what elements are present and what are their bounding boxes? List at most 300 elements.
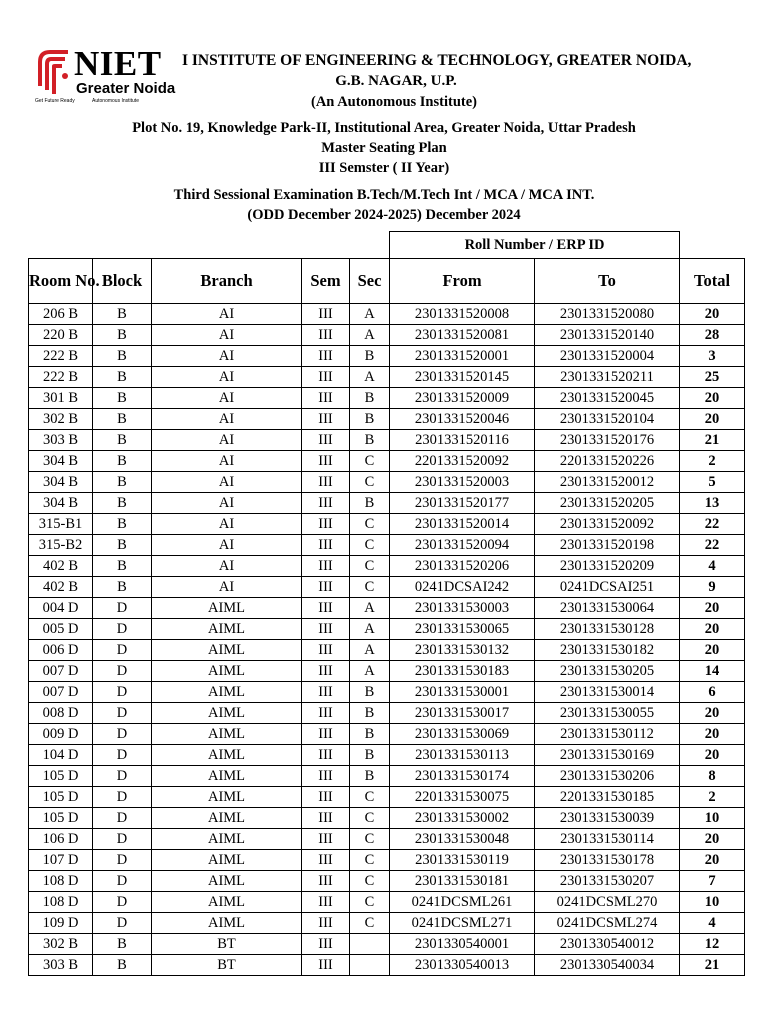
table-row <box>29 724 745 745</box>
cell-block: D <box>93 787 152 808</box>
cell-total: 10 <box>680 808 745 829</box>
cell-to: 2301331530182 <box>535 640 680 661</box>
cell-from: 2301331530181 <box>390 871 535 892</box>
cell-total: 9 <box>680 577 745 598</box>
cell-from: 2301331530113 <box>390 745 535 766</box>
cell-from: 2301331530017 <box>390 703 535 724</box>
cell-total: 4 <box>680 913 745 934</box>
table-row <box>29 472 745 493</box>
cell-total: 20 <box>680 640 745 661</box>
cell-sec: C <box>350 871 390 892</box>
cell-from: 2301331530183 <box>390 661 535 682</box>
table-row <box>29 409 745 430</box>
table-row <box>29 808 745 829</box>
table-row <box>29 577 745 598</box>
cell-sec: B <box>350 766 390 787</box>
cell-total: 20 <box>680 304 745 325</box>
cell-sem: III <box>302 745 350 766</box>
cell-sec: A <box>350 640 390 661</box>
cell-to: 2201331520226 <box>535 451 680 472</box>
cell-sem: III <box>302 535 350 556</box>
cell-sem: III <box>302 913 350 934</box>
cell-to: 2301331530039 <box>535 808 680 829</box>
cell-room: 007 D <box>29 682 93 703</box>
cell-sem: III <box>302 955 350 976</box>
cell-room: 402 B <box>29 577 93 598</box>
cell-room: 107 D <box>29 850 93 871</box>
table-row <box>29 556 745 577</box>
cell-block: D <box>93 682 152 703</box>
cell-branch: AI <box>152 367 302 388</box>
cell-total: 2 <box>680 787 745 808</box>
cell-from: 2301331520177 <box>390 493 535 514</box>
cell-sec: B <box>350 430 390 451</box>
cell-from: 2301331520206 <box>390 556 535 577</box>
cell-total: 20 <box>680 829 745 850</box>
table-row <box>29 304 745 325</box>
cell-sem: III <box>302 514 350 535</box>
cell-to: 2301331530112 <box>535 724 680 745</box>
col-total: Total <box>680 259 745 304</box>
cell-total: 20 <box>680 388 745 409</box>
cell-total: 21 <box>680 430 745 451</box>
cell-sec <box>350 955 390 976</box>
cell-sem: III <box>302 766 350 787</box>
cell-block: B <box>93 367 152 388</box>
cell-block: D <box>93 619 152 640</box>
cell-branch: AIML <box>152 850 302 871</box>
semester-label: III Semster ( II Year) <box>318 160 450 176</box>
cell-block: B <box>93 325 152 346</box>
cell-room: 105 D <box>29 766 93 787</box>
cell-to: 0241DCSAI251 <box>535 577 680 598</box>
cell-sem: III <box>302 787 350 808</box>
cell-total: 22 <box>680 535 745 556</box>
cell-branch: AI <box>152 388 302 409</box>
logo-tagline: Get Future Ready <box>35 98 75 104</box>
cell-block: B <box>93 346 152 367</box>
cell-to: 2301331520209 <box>535 556 680 577</box>
table-row <box>29 913 745 934</box>
logo-text: NIET <box>74 44 162 83</box>
table-row <box>29 955 745 976</box>
cell-from: 2301330540013 <box>390 955 535 976</box>
table-row <box>29 829 745 850</box>
table-row <box>29 682 745 703</box>
exam-session: (ODD December 2024-2025) December 2024 <box>247 207 521 223</box>
cell-to: 2301331520104 <box>535 409 680 430</box>
cell-from: 0241DCSML261 <box>390 892 535 913</box>
cell-branch: AI <box>152 304 302 325</box>
cell-from: 2301331530002 <box>390 808 535 829</box>
document-title: Master Seating Plan <box>321 140 447 156</box>
cell-block: D <box>93 598 152 619</box>
cell-total: 20 <box>680 619 745 640</box>
cell-to: 0241DCSML270 <box>535 892 680 913</box>
exam-title: Third Sessional Examination B.Tech/M.Tech Int / MCA / MCA INT. <box>173 187 595 203</box>
table-row <box>29 871 745 892</box>
cell-sem: III <box>302 682 350 703</box>
cell-room: 108 D <box>29 871 93 892</box>
cell-block: B <box>93 304 152 325</box>
cell-room: 206 B <box>29 304 93 325</box>
cell-sec: B <box>350 724 390 745</box>
cell-from: 2201331530075 <box>390 787 535 808</box>
table-row <box>29 745 745 766</box>
cell-from: 2301331530048 <box>390 829 535 850</box>
cell-room: 106 D <box>29 829 93 850</box>
cell-sec: C <box>350 556 390 577</box>
cell-sec: C <box>350 451 390 472</box>
cell-from: 2301330540001 <box>390 934 535 955</box>
cell-room: 104 D <box>29 745 93 766</box>
cell-block: D <box>93 745 152 766</box>
cell-block: B <box>93 955 152 976</box>
cell-sem: III <box>302 724 350 745</box>
cell-sem: III <box>302 493 350 514</box>
cell-branch: BT <box>152 955 302 976</box>
cell-sec: C <box>350 808 390 829</box>
cell-room: 304 B <box>29 472 93 493</box>
cell-to: 2301331530205 <box>535 661 680 682</box>
cell-sem: III <box>302 871 350 892</box>
cell-branch: AIML <box>152 598 302 619</box>
cell-to: 2301331530114 <box>535 829 680 850</box>
cell-sem: III <box>302 892 350 913</box>
cell-block: D <box>93 850 152 871</box>
cell-total: 4 <box>680 556 745 577</box>
cell-branch: AI <box>152 430 302 451</box>
cell-room: 303 B <box>29 430 93 451</box>
cell-sem: III <box>302 934 350 955</box>
cell-total: 12 <box>680 934 745 955</box>
cell-sec: C <box>350 829 390 850</box>
roll-number-group-header: Roll Number / ERP ID <box>390 232 680 259</box>
institute-name: I INSTITUTE OF ENGINEERING & TECHNOLOGY, GREATER NOIDA, <box>182 52 692 69</box>
cell-block: B <box>93 556 152 577</box>
col-branch: Branch <box>152 259 302 304</box>
cell-from: 2301331530132 <box>390 640 535 661</box>
cell-to: 2201331530185 <box>535 787 680 808</box>
table-row <box>29 766 745 787</box>
cell-from: 2301331520081 <box>390 325 535 346</box>
cell-total: 21 <box>680 955 745 976</box>
cell-to: 2301331520140 <box>535 325 680 346</box>
cell-sec: B <box>350 493 390 514</box>
cell-sem: III <box>302 850 350 871</box>
cell-sec: C <box>350 514 390 535</box>
cell-block: B <box>93 934 152 955</box>
cell-branch: AIML <box>152 619 302 640</box>
cell-room: 006 D <box>29 640 93 661</box>
cell-from: 2301331520046 <box>390 409 535 430</box>
cell-branch: AI <box>152 346 302 367</box>
cell-block: D <box>93 913 152 934</box>
cell-to: 2301331520004 <box>535 346 680 367</box>
cell-sec: A <box>350 619 390 640</box>
cell-room: 109 D <box>29 913 93 934</box>
cell-to: 2301331520012 <box>535 472 680 493</box>
table-row <box>29 493 745 514</box>
cell-to: 2301331530055 <box>535 703 680 724</box>
cell-branch: AIML <box>152 871 302 892</box>
cell-block: D <box>93 829 152 850</box>
cell-sem: III <box>302 661 350 682</box>
logo-autonomous: Autonomous Institute <box>92 98 139 104</box>
cell-from: 2301331530065 <box>390 619 535 640</box>
cell-total: 5 <box>680 472 745 493</box>
cell-total: 20 <box>680 598 745 619</box>
col-room: Room No. <box>29 259 93 304</box>
cell-sem: III <box>302 451 350 472</box>
table-row <box>29 451 745 472</box>
cell-to: 2301330540034 <box>535 955 680 976</box>
table-row <box>29 640 745 661</box>
cell-sem: III <box>302 346 350 367</box>
cell-block: B <box>93 472 152 493</box>
cell-sec: C <box>350 535 390 556</box>
cell-to: 2301331530178 <box>535 850 680 871</box>
cell-branch: AIML <box>152 724 302 745</box>
cell-from: 2301331530003 <box>390 598 535 619</box>
cell-sec: A <box>350 661 390 682</box>
cell-from: 2301331530174 <box>390 766 535 787</box>
cell-sec: C <box>350 892 390 913</box>
cell-sec: B <box>350 682 390 703</box>
table-row <box>29 325 745 346</box>
cell-room: 301 B <box>29 388 93 409</box>
table-row <box>29 703 745 724</box>
cell-from: 0241DCSAI242 <box>390 577 535 598</box>
col-sem: Sem <box>302 259 350 304</box>
table-row <box>29 619 745 640</box>
cell-block: B <box>93 409 152 430</box>
cell-to: 2301331530128 <box>535 619 680 640</box>
table-row <box>29 598 745 619</box>
cell-branch: AIML <box>152 829 302 850</box>
cell-branch: AI <box>152 577 302 598</box>
cell-total: 20 <box>680 409 745 430</box>
cell-total: 25 <box>680 367 745 388</box>
cell-total: 20 <box>680 850 745 871</box>
cell-block: D <box>93 766 152 787</box>
cell-from: 2301331520116 <box>390 430 535 451</box>
cell-from: 2301331520008 <box>390 304 535 325</box>
cell-block: D <box>93 892 152 913</box>
cell-branch: AIML <box>152 661 302 682</box>
cell-sec: C <box>350 850 390 871</box>
cell-from: 0241DCSML271 <box>390 913 535 934</box>
cell-sem: III <box>302 472 350 493</box>
institute-address: Plot No. 19, Knowledge Park-II, Institutional Area, Greater Noida, Uttar Pradesh <box>132 120 636 136</box>
cell-total: 20 <box>680 724 745 745</box>
table-row <box>29 892 745 913</box>
cell-to: 2301331520198 <box>535 535 680 556</box>
cell-sem: III <box>302 619 350 640</box>
cell-branch: BT <box>152 934 302 955</box>
cell-total: 20 <box>680 703 745 724</box>
col-to: To <box>535 259 680 304</box>
cell-from: 2301331530001 <box>390 682 535 703</box>
cell-to: 2301331520176 <box>535 430 680 451</box>
institute-status: (An Autonomous Institute) <box>311 94 477 110</box>
cell-room: 105 D <box>29 787 93 808</box>
cell-sem: III <box>302 304 350 325</box>
cell-room: 304 B <box>29 451 93 472</box>
table-row <box>29 430 745 451</box>
cell-room: 009 D <box>29 724 93 745</box>
cell-total: 6 <box>680 682 745 703</box>
cell-sec: B <box>350 745 390 766</box>
cell-branch: AI <box>152 409 302 430</box>
table-row <box>29 661 745 682</box>
cell-room: 005 D <box>29 619 93 640</box>
cell-sec: A <box>350 598 390 619</box>
cell-total: 10 <box>680 892 745 913</box>
cell-room: 220 B <box>29 325 93 346</box>
cell-room: 008 D <box>29 703 93 724</box>
cell-sec: B <box>350 388 390 409</box>
cell-room: 004 D <box>29 598 93 619</box>
cell-total: 2 <box>680 451 745 472</box>
cell-block: B <box>93 388 152 409</box>
cell-block: D <box>93 703 152 724</box>
cell-branch: AIML <box>152 703 302 724</box>
table-row <box>29 346 745 367</box>
cell-room: 108 D <box>29 892 93 913</box>
col-block: Block <box>93 259 152 304</box>
cell-total: 20 <box>680 745 745 766</box>
cell-branch: AI <box>152 472 302 493</box>
cell-to: 2301331530064 <box>535 598 680 619</box>
cell-branch: AIML <box>152 787 302 808</box>
cell-branch: AI <box>152 514 302 535</box>
table-row <box>29 514 745 535</box>
cell-block: D <box>93 724 152 745</box>
cell-total: 8 <box>680 766 745 787</box>
cell-sem: III <box>302 829 350 850</box>
cell-from: 2301331520001 <box>390 346 535 367</box>
cell-sem: III <box>302 808 350 829</box>
cell-sem: III <box>302 388 350 409</box>
cell-sec: B <box>350 346 390 367</box>
cell-total: 7 <box>680 871 745 892</box>
cell-block: D <box>93 640 152 661</box>
cell-block: D <box>93 661 152 682</box>
cell-from: 2301331520014 <box>390 514 535 535</box>
cell-block: B <box>93 451 152 472</box>
cell-sem: III <box>302 409 350 430</box>
table-row <box>29 850 745 871</box>
table-row <box>29 535 745 556</box>
cell-branch: AI <box>152 325 302 346</box>
cell-to: 2301330540012 <box>535 934 680 955</box>
cell-total: 22 <box>680 514 745 535</box>
cell-to: 2301331520211 <box>535 367 680 388</box>
cell-total: 14 <box>680 661 745 682</box>
cell-sem: III <box>302 598 350 619</box>
cell-sec: B <box>350 703 390 724</box>
cell-total: 13 <box>680 493 745 514</box>
cell-block: B <box>93 577 152 598</box>
cell-sem: III <box>302 325 350 346</box>
cell-branch: AIML <box>152 682 302 703</box>
cell-to: 2301331520045 <box>535 388 680 409</box>
cell-room: 222 B <box>29 367 93 388</box>
cell-sem: III <box>302 640 350 661</box>
table-row <box>29 934 745 955</box>
cell-to: 2301331520092 <box>535 514 680 535</box>
cell-block: D <box>93 871 152 892</box>
cell-sec: B <box>350 409 390 430</box>
cell-sec: A <box>350 325 390 346</box>
logo-subtitle: Greater Noida <box>76 80 176 97</box>
cell-sem: III <box>302 577 350 598</box>
cell-from: 2301331520094 <box>390 535 535 556</box>
cell-branch: AIML <box>152 913 302 934</box>
seating-plan-table <box>28 231 745 976</box>
cell-total: 28 <box>680 325 745 346</box>
cell-sem: III <box>302 430 350 451</box>
cell-sem: III <box>302 556 350 577</box>
cell-to: 2301331530206 <box>535 766 680 787</box>
cell-branch: AIML <box>152 766 302 787</box>
cell-branch: AIML <box>152 745 302 766</box>
cell-room: 402 B <box>29 556 93 577</box>
cell-to: 0241DCSML274 <box>535 913 680 934</box>
col-sec: Sec <box>350 259 390 304</box>
cell-to: 2301331530169 <box>535 745 680 766</box>
cell-from: 2301331520003 <box>390 472 535 493</box>
cell-from: 2301331520145 <box>390 367 535 388</box>
cell-branch: AIML <box>152 808 302 829</box>
cell-room: 315-B1 <box>29 514 93 535</box>
cell-total: 3 <box>680 346 745 367</box>
cell-sec: A <box>350 304 390 325</box>
table-row <box>29 367 745 388</box>
cell-room: 302 B <box>29 409 93 430</box>
cell-to: 2301331520205 <box>535 493 680 514</box>
cell-sec: C <box>350 472 390 493</box>
cell-from: 2301331520009 <box>390 388 535 409</box>
cell-block: B <box>93 535 152 556</box>
cell-block: B <box>93 430 152 451</box>
col-from: From <box>390 259 535 304</box>
table-row <box>29 388 745 409</box>
cell-to: 2301331520080 <box>535 304 680 325</box>
cell-branch: AI <box>152 535 302 556</box>
cell-from: 2301331530119 <box>390 850 535 871</box>
institute-location: G.B. NAGAR, U.P. <box>335 73 457 89</box>
cell-block: B <box>93 514 152 535</box>
cell-sem: III <box>302 367 350 388</box>
cell-room: 105 D <box>29 808 93 829</box>
cell-branch: AI <box>152 451 302 472</box>
cell-sem: III <box>302 703 350 724</box>
cell-room: 304 B <box>29 493 93 514</box>
cell-block: D <box>93 808 152 829</box>
cell-block: B <box>93 493 152 514</box>
cell-branch: AI <box>152 556 302 577</box>
cell-from: 2301331530069 <box>390 724 535 745</box>
cell-room: 303 B <box>29 955 93 976</box>
cell-to: 2301331530014 <box>535 682 680 703</box>
cell-branch: AI <box>152 493 302 514</box>
cell-room: 302 B <box>29 934 93 955</box>
table-row <box>29 787 745 808</box>
cell-room: 007 D <box>29 661 93 682</box>
cell-branch: AIML <box>152 640 302 661</box>
